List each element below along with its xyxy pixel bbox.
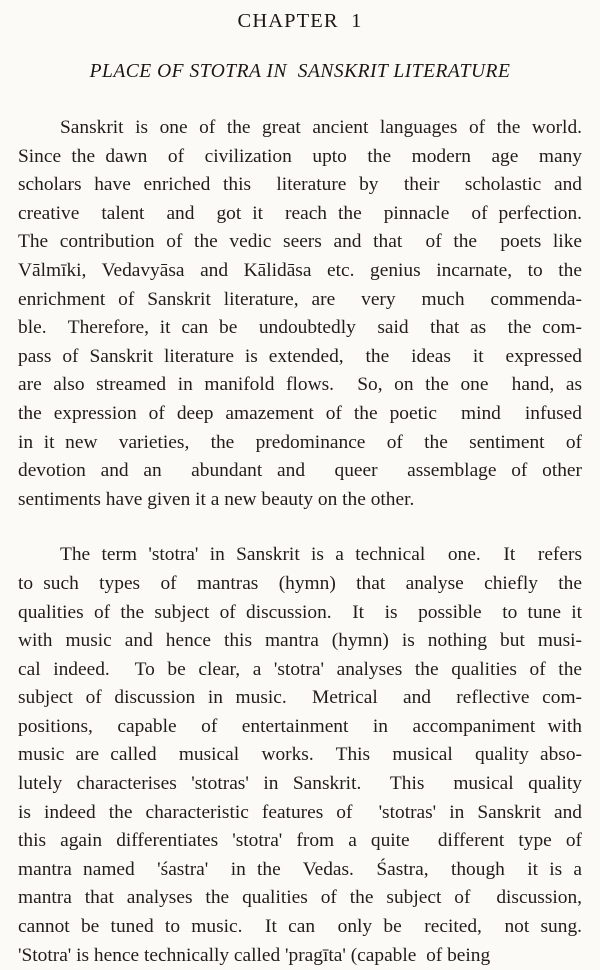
text-line: mantra named 'śastra' in the Vedas. Śastra, though it is a [18, 858, 582, 880]
text-line: in it new varieties, the predominance of the sentiment of [18, 431, 582, 453]
text-line: cannot be tuned to music. It can only be recited, not sung. [18, 916, 582, 938]
text-line: is indeed the characteristic features of 'stotras' in Sanskrit and [18, 801, 582, 823]
text-line: subject of discussion in music. Metrical and reflective com- [18, 687, 582, 709]
text-line: scholars have enriched this literature by their scholastic and [18, 174, 582, 196]
text-line: with music and hence this mantra (hymn) is nothing but musi- [18, 630, 582, 652]
text-line: The term 'stotra' in Sanskrit is a technical one. It refers [60, 544, 582, 566]
text-line: mantra that analyses the qualities of the subject of discussion, [18, 887, 582, 909]
text-line: this again differentiates 'stotra' from a quite different type of [18, 830, 582, 852]
paragraph-1 [0, 114, 600, 514]
text-line: positions, capable of entertainment in accompaniment with [18, 715, 582, 737]
text-line: Since the dawn of civilization upto the modern age many [18, 145, 582, 167]
text-line: enrichment of Sanskrit literature, are very much commenda- [18, 288, 582, 310]
text-line: cal indeed. To be clear, a 'stotra' analyses the qualities of the [18, 658, 582, 680]
text-line: Sanskrit is one of the great ancient languages of the world. [60, 117, 582, 138]
text-line: creative talent and got it reach the pinnacle of perfection. [18, 202, 582, 224]
chapter-heading: CHAPTER 1 [237, 10, 363, 32]
text-line: are also streamed in manifold flows. So, on the one hand, as [18, 374, 582, 396]
text-line: Vālmīki, Vedavyāsa and Kālidāsa etc. genius incarnate, to the [18, 259, 582, 281]
chapter-title: PLACE OF STOTRA IN SANSKRIT LITERATURE [89, 61, 511, 82]
text-line: pass of Sanskrit literature is extended, the ideas it expressed [18, 345, 582, 367]
paragraph-2 [0, 541, 600, 970]
text-line: qualities of the subject of discussion. It is possible to tune it [18, 601, 582, 623]
text-line: The contribution of the vedic seers and that of the poets like [18, 231, 582, 253]
text-line: devotion and an abundant and queer assemblage of other [18, 460, 582, 482]
text-line: music are called musical works. This musical quality abso- [18, 744, 582, 766]
text-line: lutely characterises 'stotras' in Sanskrit. This musical quality [18, 773, 582, 795]
text-line: the expression of deep amazement of the poetic mind infused [18, 402, 582, 424]
text-line: ble. Therefore, it can be undoubtedly said that as the com- [18, 317, 582, 339]
text-line: sentiments have given it a new beauty on the other. [18, 488, 415, 510]
text-line: 'Stotra' is hence technically called 'pragīta' (capable of being [18, 944, 491, 966]
text-line: to such types of mantras (hymn) that analyse chiefly the [18, 572, 582, 594]
body-text [0, 83, 600, 970]
